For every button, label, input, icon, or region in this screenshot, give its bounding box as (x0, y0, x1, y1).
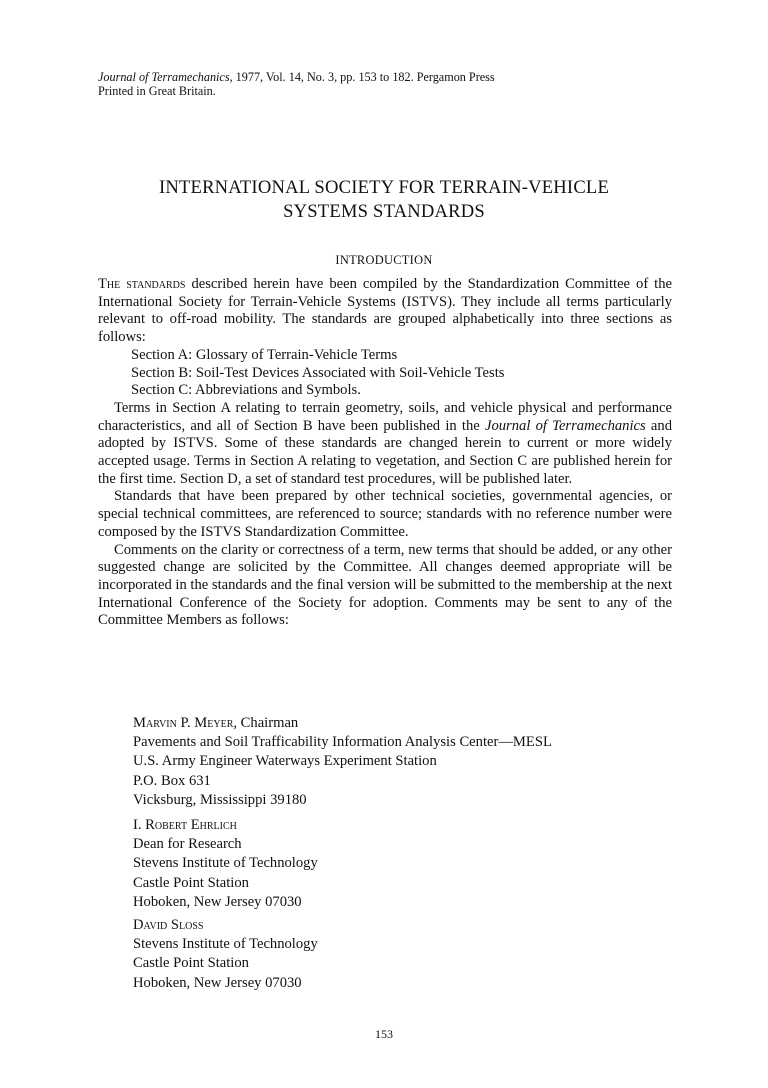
page-number: 153 (375, 1027, 393, 1041)
member-name: Marvin P. Meyer (133, 715, 234, 731)
title-line-2: SYSTEMS STANDARDS (283, 200, 485, 222)
committee-member-chairman (133, 714, 552, 810)
paragraph-3: Standards that have been prepared by other technical societies, governmental agencies, or special technical committees, are referenced to source; standards with no reference number were composed by the ISTVS Standardization Committee. (98, 488, 672, 540)
committee-member-3 (133, 916, 318, 993)
paragraph-2-text-b: and adopted by ISTVS. Some of these standards are changed herein to current or more widely accepted usage. Terms in Section A relating to vegetation, and Section C are published herein for the first time. Section D, a set of standard test procedures, will be published later. (98, 417, 672, 487)
paragraph-4: Comments on the clarity or correctness of a term, new terms that should be added, or any other suggested change are solicited by the Committee. All changes deemed appropriate will be incorporated in the standards and the final version will be submitted to the membership at the next International Conference of the Society for adoption. Comments may be sent to any of the Committee Members as follows: (98, 541, 672, 629)
address-line: Hoboken, New Jersey 07030 (133, 893, 302, 910)
address-line: Dean for Research (133, 836, 242, 853)
member-name: David Sloss (133, 917, 204, 933)
paragraph-1 (98, 276, 672, 347)
introduction-heading: INTRODUCTION (335, 253, 433, 267)
section-b-item: Section B: Soil-Test Devices Associated with Soil-Vehicle Tests (131, 364, 505, 381)
lead-words: The standards (98, 276, 186, 292)
citation-line (98, 71, 495, 85)
article-title (0, 176, 768, 223)
address-line: Castle Point Station (133, 874, 249, 891)
member-name-line (133, 714, 552, 733)
paragraph-2 (98, 400, 672, 489)
member-name-line (133, 916, 318, 935)
address-line: Hoboken, New Jersey 07030 (133, 974, 302, 991)
address-line: Stevens Institute of Technology (133, 936, 318, 953)
address-line: Pavements and Soil Trafficability Information Analysis Center—MESL (133, 734, 552, 751)
address-line: Castle Point Station (133, 955, 249, 972)
section-a-item: Section A: Glossary of Terrain-Vehicle Terms (131, 346, 398, 363)
member-name-line (133, 816, 318, 835)
member-role: , Chairman (233, 715, 299, 731)
citation-details: 1977, Vol. 14, No. 3, pp. 153 to 182. Pergamon Press (232, 70, 495, 84)
address-line: Vicksburg, Mississippi 39180 (133, 791, 307, 808)
journal-header (98, 71, 495, 98)
title-line-1: INTERNATIONAL SOCIETY FOR TERRAIN-VEHICLE (158, 177, 610, 198)
printed-line: Printed in Great Britain. (98, 83, 216, 98)
section-c-item: Section C: Abbreviations and Symbols. (131, 382, 361, 399)
address-line: U.S. Army Engineer Waterways Experiment Station (133, 753, 437, 770)
address-line: Stevens Institute of Technology (133, 855, 318, 872)
address-line: P.O. Box 631 (133, 772, 211, 789)
committee-member-2 (133, 816, 318, 912)
introduction-body (98, 276, 672, 630)
member-name: I. Robert Ehrlich (133, 817, 237, 833)
journal-name: Journal of Terramechanics, (98, 70, 233, 84)
paragraph-1-text: described herein have been compiled by the Standardization Committee of the International Society for Terrain-Vehicle Systems (ISTVS). They include all terms particularly relevant to off-road mobility. The standards are grouped alphabetically into three sections as follows: (98, 276, 672, 346)
paragraph-2-text-a: Terms in Section A relating to terrain geometry, soils, and vehicle physical and performance characteristics, and all of Section B have been published in the (98, 399, 672, 434)
journal-reference: Journal of Terramechanics (484, 417, 646, 434)
